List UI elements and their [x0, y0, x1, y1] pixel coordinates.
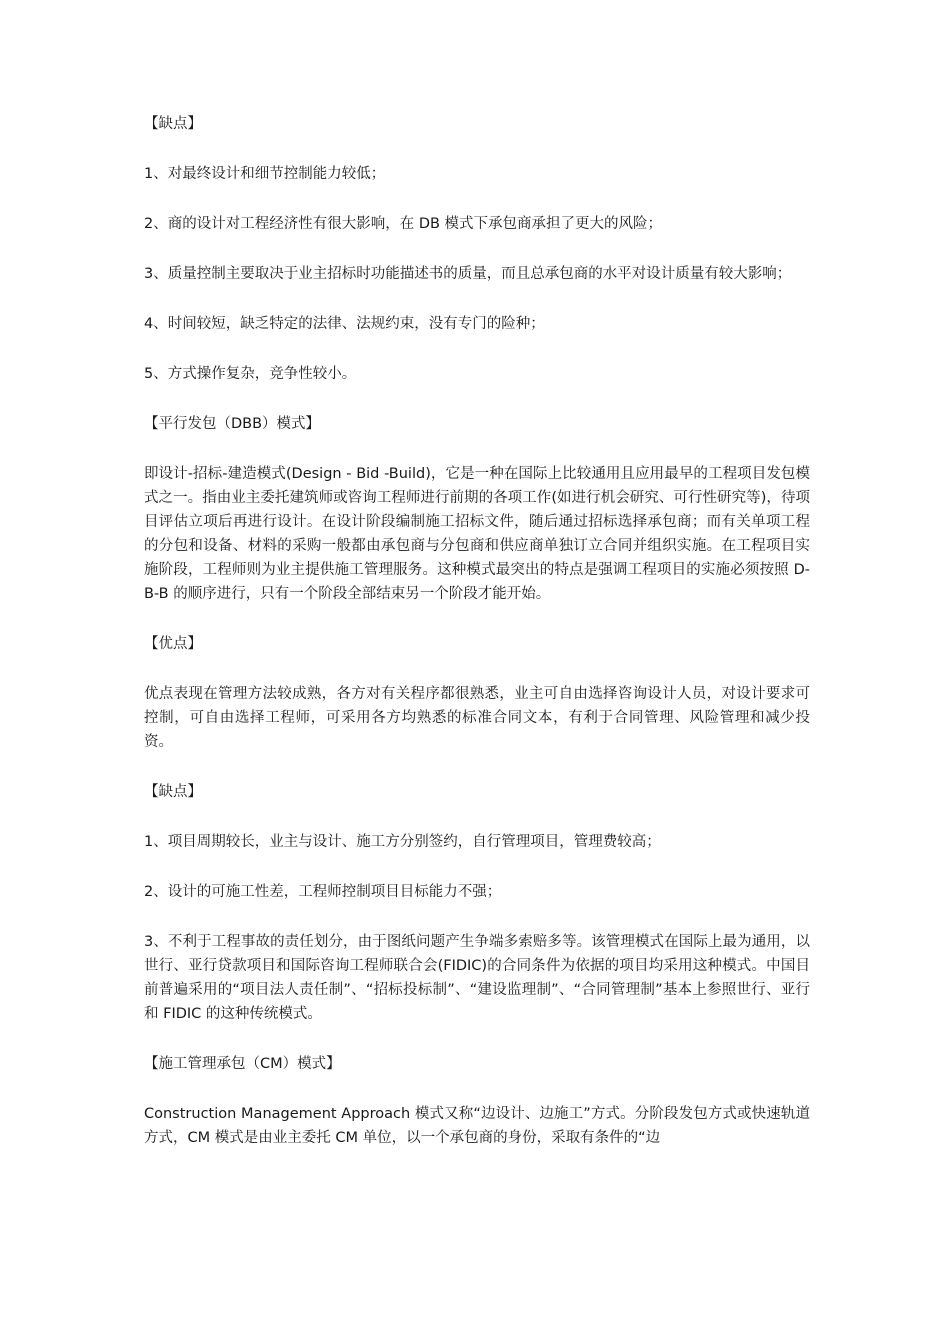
- dbb-disadvantage-1: 1、项目周期较长，业主与设计、施工方分别签约，自行管理项目，管理费较高；: [144, 834, 661, 850]
- db-disadvantage-4: 4、时间较短，缺乏特定的法律、法规约束，没有专门的险种；: [144, 316, 545, 332]
- db-disadvantage-2: 2、商的设计对工程经济性有很大影响，在 DB 模式下承包商承担了更大的风险；: [144, 216, 663, 232]
- dbb-advantages: 优点表现在管理方法较成熟，各方对有关程序都很熟悉，业主可自由选择咨询设计人员，对设计要求可控制，可自由选择工程师，可采用各方均熟悉的标准合同文本，有利于合同管理、风险管理和减少投资。: [144, 686, 810, 750]
- document-page: [144, 112, 810, 1176]
- dbb-description: 即设计-招标-建造模式(Design - Bid -Build)，它是一种在国际上比较通用且应用最早的工程项目发包模式之一。指由业主委托建筑师或咨询工程师进行前期的各项工作(如进行机会研究、可行性研究等)，待项目评估立项后再进行设计。在设计阶段编制施工招标文件，随后通过招标选择承包商；而有关单项工程的分包和设备、材料的采购一般都由承包商与分包商和供应商单独订立合同并组织实施。在工程项目实施阶段，工程师则为业主提供施工管理服务。这种模式最突出的特点是强调工程项目的实施必须按照 D-B-B 的顺序进行，只有一个阶段全部结束另一个阶段才能开始。: [144, 466, 810, 602]
- dbb-disadvantage-3: 3、不利于工程事故的责任划分，由于图纸问题产生争端多索赔多等。该管理模式在国际上最为通用，以世行、亚行贷款项目和国际咨询工程师联合会(FIDIC)的合同条件为依据的项目均采用这种模式。中国目前普遍采用的“项目法人责任制”、“招标投标制”、“建设监理制”、“合同管理制”基本上参照世行、亚行和 FIDIC 的这种传统模式。: [144, 934, 810, 1022]
- heading-disadvantages-dbb: 【缺点】: [144, 784, 202, 800]
- heading-disadvantages-db: 【缺点】: [144, 116, 202, 132]
- db-disadvantage-1: 1、对最终设计和细节控制能力较低；: [144, 166, 386, 182]
- cm-description: Construction Management Approach 模式又称“边设计、边施工”方式。分阶段发包方式或快速轨道方式，CM 模式是由业主委托 CM 单位，以一个承包商的身份，采取有条件的“边: [144, 1106, 810, 1146]
- db-disadvantage-5: 5、方式操作复杂，竞争性较小。: [144, 366, 357, 382]
- heading-dbb-mode: 【平行发包（DBB）模式】: [144, 416, 321, 432]
- db-disadvantage-3: 3、质量控制主要取决于业主招标时功能描述书的质量，而且总承包商的水平对设计质量有较大影响；: [144, 266, 792, 282]
- heading-cm-mode: 【施工管理承包（CM）模式】: [144, 1056, 341, 1072]
- dbb-disadvantage-2: 2、设计的可施工性差，工程师控制项目目标能力不强；: [144, 884, 502, 900]
- heading-advantages-dbb: 【优点】: [144, 636, 202, 652]
